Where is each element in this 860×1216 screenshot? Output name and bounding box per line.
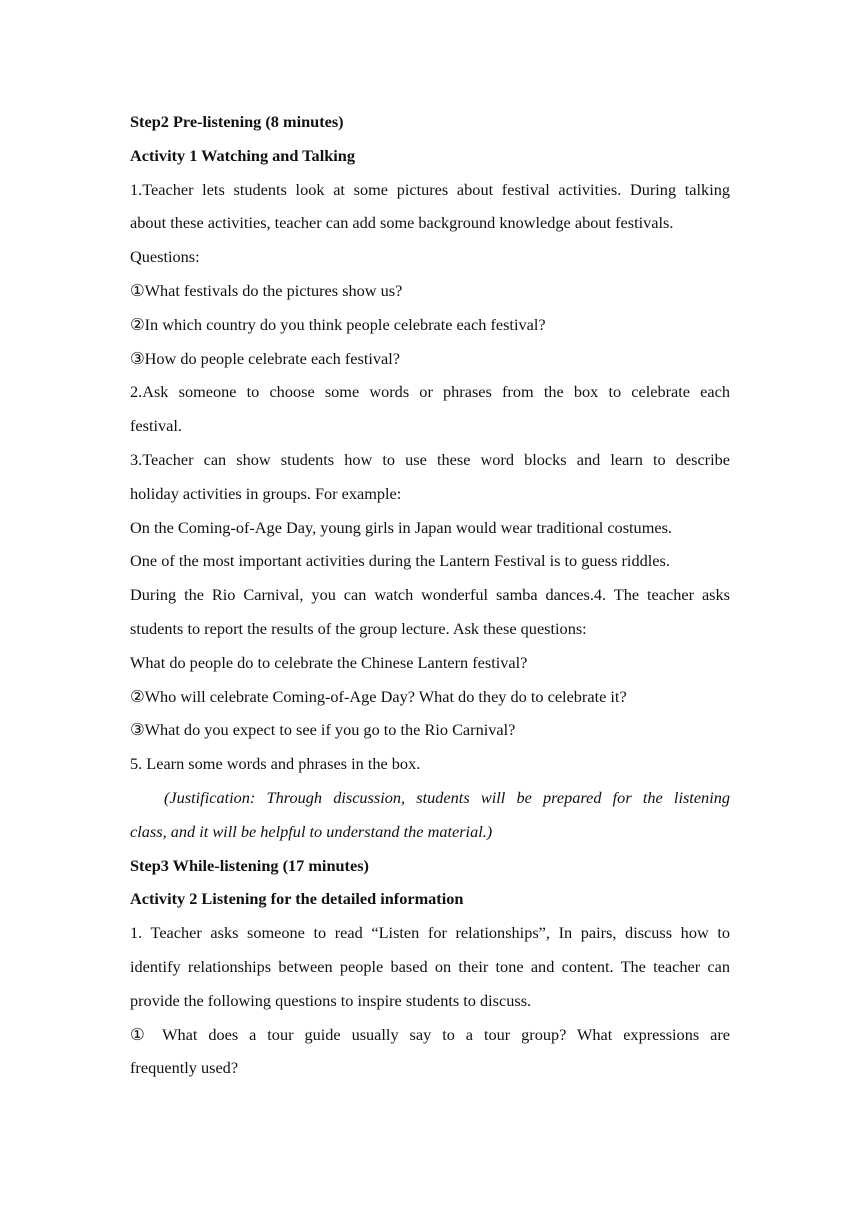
question-item: ②Who will celebrate Coming-of-Age Day? What do they do to celebrate it? (130, 686, 627, 706)
question-item: ③How do people celebrate each festival? (130, 348, 400, 368)
paragraph-line: students to report the results of the group lecture. Ask these questions: (130, 618, 587, 638)
example-line: One of the most important activities during the Lantern Festival is to guess riddles. (130, 551, 670, 571)
paragraph-line: holiday activities in groups. For example: (130, 483, 402, 503)
example-line: During the Rio Carnival, you can watch wonderful samba dances.4. The teacher asks (130, 585, 730, 605)
step2-heading: Step2 Pre-listening (8 minutes) (130, 112, 344, 131)
example-line: On the Coming-of-Age Day, young girls in Japan would wear traditional costumes. (130, 517, 672, 537)
questions-label: Questions: (130, 247, 200, 267)
paragraph-line: about these activities, teacher can add some background knowledge about festivals. (130, 213, 674, 233)
paragraph-line: provide the following questions to inspire students to discuss. (130, 990, 532, 1010)
activity2-heading: Activity 2 Listening for the detailed information (130, 889, 464, 909)
paragraph-line: 3.Teacher can show students how to use these word blocks and learn to describe (130, 449, 730, 469)
justification-line: (Justification: Through discussion, students will be prepared for the listening (164, 787, 730, 807)
paragraph-line: festival. (130, 416, 182, 436)
activity1-heading: Activity 1 Watching and Talking (130, 145, 355, 165)
paragraph-line: 1.Teacher lets students look at some pictures about festival activities. During talking (130, 179, 730, 199)
paragraph-line: identify relationships between people based on their tone and content. The teacher can (130, 956, 730, 976)
justification-line: class, and it will be helpful to understand the material.) (130, 821, 493, 841)
paragraph-line: 2.Ask someone to choose some words or phrases from the box to celebrate each (130, 382, 730, 402)
paragraph-line: 1. Teacher asks someone to read “Listen for relationships”, In pairs, discuss how to (130, 923, 730, 943)
question-item: ①What festivals do the pictures show us? (130, 280, 403, 300)
document-page (130, 105, 730, 1085)
question-item: ① What does a tour guide usually say to a tour group? What expressions are (130, 1024, 730, 1044)
paragraph-line: 5. Learn some words and phrases in the box. (130, 754, 421, 774)
step3-heading: Step3 While-listening (17 minutes) (130, 855, 369, 875)
question-item: ③What do you expect to see if you go to the Rio Carnival? (130, 720, 516, 740)
question-item: ②In which country do you think people celebrate each festival? (130, 314, 546, 334)
paragraph-line: frequently used? (130, 1058, 239, 1078)
question-item: What do people do to celebrate the Chinese Lantern festival? (130, 652, 528, 672)
